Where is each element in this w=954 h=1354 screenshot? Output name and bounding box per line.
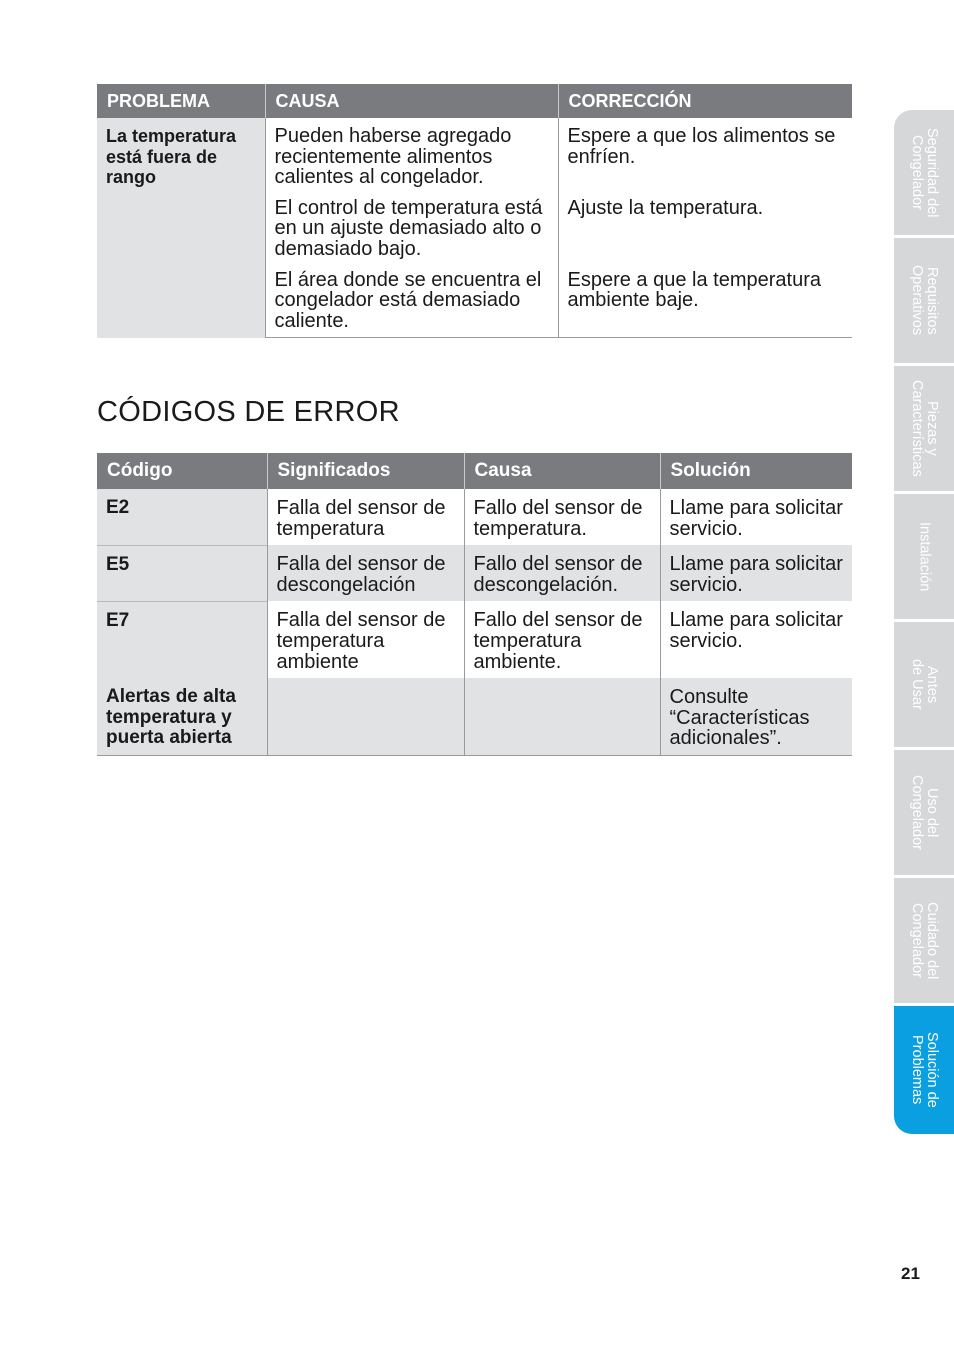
tab-label: Instalación xyxy=(916,521,933,592)
correction-cell: Ajuste la temperatura. xyxy=(558,194,852,266)
solution-cell: Consulte “Características adicionales”. xyxy=(660,678,852,755)
header-problema: PROBLEMA xyxy=(97,84,265,118)
tab-label: Piezas y Características xyxy=(909,380,940,477)
tab-label: Cuidado del Congelador xyxy=(909,901,940,980)
tab-label: Solución de Problemas xyxy=(909,1032,940,1108)
correction-cell: Espere a que la temperatura ambiente baje. xyxy=(558,266,852,338)
tab-label: Requisitos Operativos xyxy=(909,265,940,336)
header-solucion: Solución xyxy=(660,453,852,489)
section-title: CÓDIGOS DE ERROR xyxy=(97,396,400,428)
table-header-row xyxy=(97,453,852,489)
problem-cell: La temperatura está fuera de rango xyxy=(97,118,265,338)
table-row xyxy=(97,118,852,194)
correction-cell: Espere a que los alimentos se enfríen. xyxy=(558,118,852,194)
tab-seguridad[interactable] xyxy=(894,110,954,238)
cause-cell: Pueden haberse agregado recientemente alimentos calientes al congelador. xyxy=(265,118,558,194)
code-cell: E7 xyxy=(97,601,267,678)
troubleshooting-table xyxy=(97,84,852,338)
table-header-row xyxy=(97,84,852,118)
cause-cell: Fallo del sensor de temperatura. xyxy=(464,489,660,545)
header-causa: Causa xyxy=(464,453,660,489)
header-causa: CAUSA xyxy=(265,84,558,118)
tab-label: Uso del Congelador xyxy=(909,775,940,850)
table-row xyxy=(97,601,852,678)
cause-cell: Fallo del sensor de descongelación. xyxy=(464,545,660,601)
cause-cell xyxy=(464,678,660,755)
tab-cuidado[interactable] xyxy=(894,878,954,1006)
section-tabs xyxy=(894,110,954,1134)
solution-cell: Llame para solicitar servicio. xyxy=(660,601,852,678)
table-row xyxy=(97,489,852,545)
error-codes-table xyxy=(97,453,852,756)
tab-label: Antes de Usar xyxy=(909,659,940,710)
cause-cell: Fallo del sensor de temperatura ambiente. xyxy=(464,601,660,678)
code-cell: Alertas de alta temperatura y puerta abierta xyxy=(97,678,267,755)
meaning-cell: Falla del sensor de temperatura ambiente xyxy=(267,601,464,678)
meaning-cell: Falla del sensor de descongelación xyxy=(267,545,464,601)
table-row xyxy=(97,545,852,601)
tab-uso[interactable] xyxy=(894,750,954,878)
cause-cell: El control de temperatura está en un ajuste demasiado alto o demasiado bajo. xyxy=(265,194,558,266)
code-cell: E2 xyxy=(97,489,267,545)
header-correccion: CORRECCIÓN xyxy=(558,84,852,118)
meaning-cell: Falla del sensor de temperatura xyxy=(267,489,464,545)
tab-antes-de-usar[interactable] xyxy=(894,622,954,750)
solution-cell: Llame para solicitar servicio. xyxy=(660,489,852,545)
header-codigo: Código xyxy=(97,453,267,489)
tab-requisitos[interactable] xyxy=(894,238,954,366)
tab-solucion-active[interactable] xyxy=(894,1006,954,1134)
header-significados: Significados xyxy=(267,453,464,489)
solution-cell: Llame para solicitar servicio. xyxy=(660,545,852,601)
meaning-cell xyxy=(267,678,464,755)
cause-cell: El área donde se encuentra el congelador está demasiado caliente. xyxy=(265,266,558,338)
page-number: 21 xyxy=(901,1264,920,1283)
tab-instalacion[interactable] xyxy=(894,494,954,622)
tab-label: Seguridad del Congelador xyxy=(909,127,940,218)
tab-piezas[interactable] xyxy=(894,366,954,494)
code-cell: E5 xyxy=(97,545,267,601)
table-row xyxy=(97,678,852,755)
